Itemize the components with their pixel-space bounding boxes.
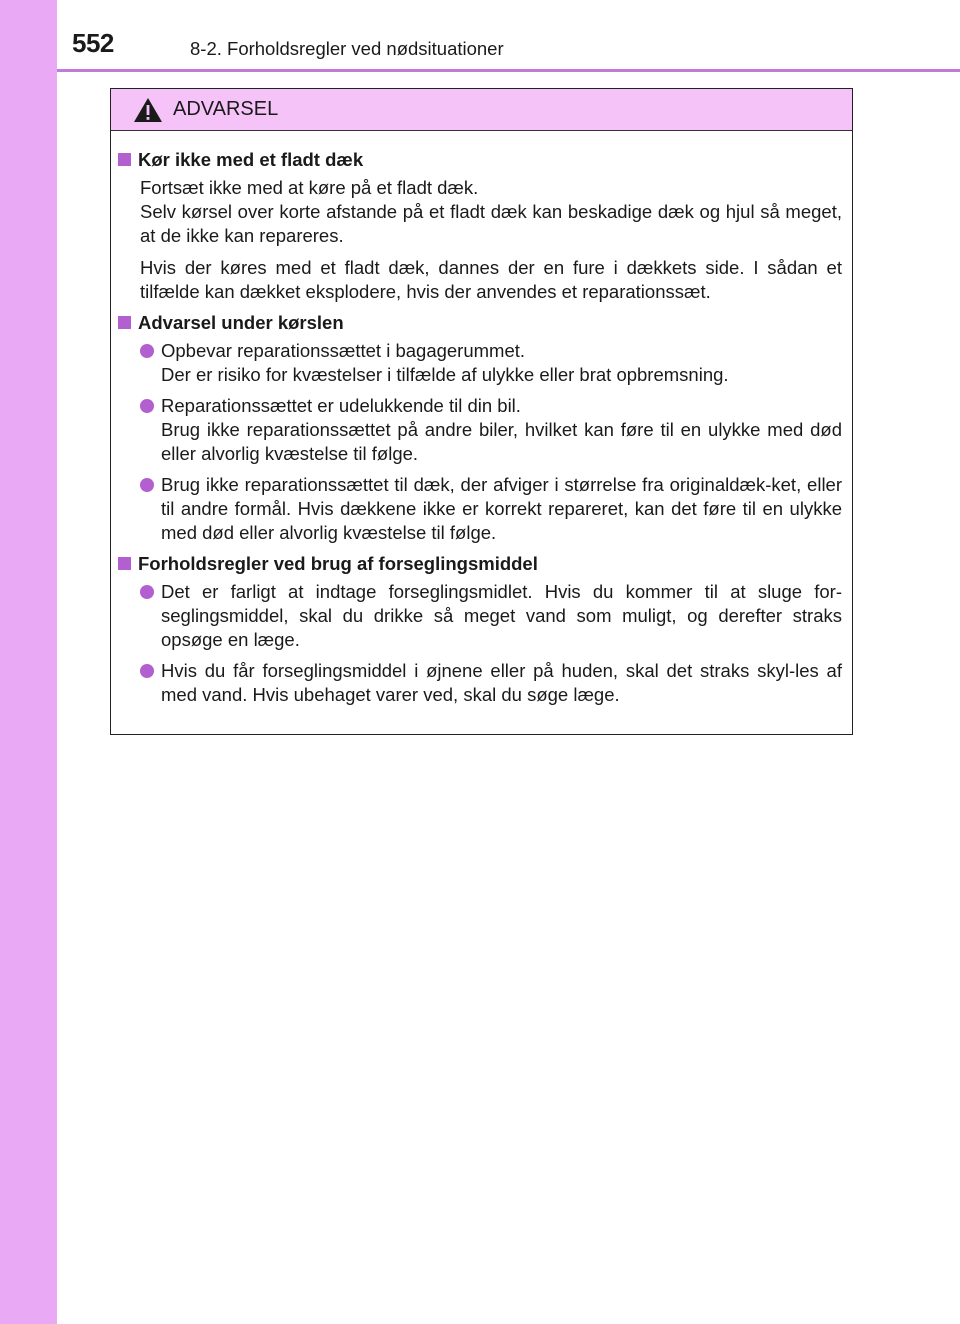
warning-header	[111, 89, 852, 131]
square-bullet-icon	[118, 316, 131, 329]
round-bullet-icon	[140, 478, 154, 492]
round-bullet-icon	[140, 399, 154, 413]
round-bullet-icon	[140, 344, 154, 358]
section-heading: Advarsel under kørslen	[116, 311, 842, 335]
page-number: 552	[72, 28, 114, 58]
list-item: Hvis du får forseglingsmiddel i øjnene eller på huden, skal det straks skyl-les af med vand. Hvis ubehaget varer ved, skal du søge læge.	[140, 659, 842, 707]
round-bullet-icon	[140, 664, 154, 678]
warning-title: ADVARSEL	[173, 98, 279, 120]
list-item: Det er farligt at indtage forseglingsmidlet. Hvis du kommer til at sluge for-seglingsmiddel, skal du drikke så meget vand som muligt, og derefter straks opsøge en læge.	[140, 580, 842, 652]
round-bullet-icon	[140, 585, 154, 599]
warning-box	[110, 88, 853, 735]
section-heading: Forholdsregler ved brug af forseglingsmiddel	[116, 552, 842, 576]
list-item: Brug ikke reparationssættet til dæk, der afviger i størrelse fra originaldæk-ket, eller til andre formål. Hvis dækkene ikke er korrekt repareret, kan det føre til en ulykke med død eller alvorlig kvæstelse til følge.	[140, 473, 842, 545]
square-bullet-icon	[118, 153, 131, 166]
section-heading: Kør ikke med et fladt dæk	[116, 148, 842, 172]
header-rule	[57, 69, 960, 72]
square-bullet-icon	[118, 557, 131, 570]
warning-content	[111, 131, 852, 707]
list-item: Reparationssættet er udelukkende til din bil. Brug ikke reparationssættet på andre biler, hvilket kan føre til en ulykke med død eller alvorlig kvæstelse til følge.	[140, 394, 842, 466]
paragraph: Hvis der køres med et fladt dæk, dannes der en fure i dækkets side. I sådan et tilfælde kan dækket eksplodere, hvis der anvendes et reparationssæt.	[140, 257, 842, 302]
side-strip	[0, 0, 57, 1324]
paragraph: Fortsæt ikke med at køre på et fladt dæk. Selv kørsel over korte afstande på et fladt dæk kan beskadige dæk og hjul så meget, at de ikke kan repareres.	[140, 177, 842, 246]
section-title: 8-2. Forholdsregler ved nødsituationer	[190, 38, 504, 59]
list-item: Opbevar reparationssættet i bagagerummet. Der er risiko for kvæstelser i tilfælde af ulykke eller brat opbremsning.	[140, 339, 842, 387]
warning-triangle-icon	[133, 97, 163, 128]
